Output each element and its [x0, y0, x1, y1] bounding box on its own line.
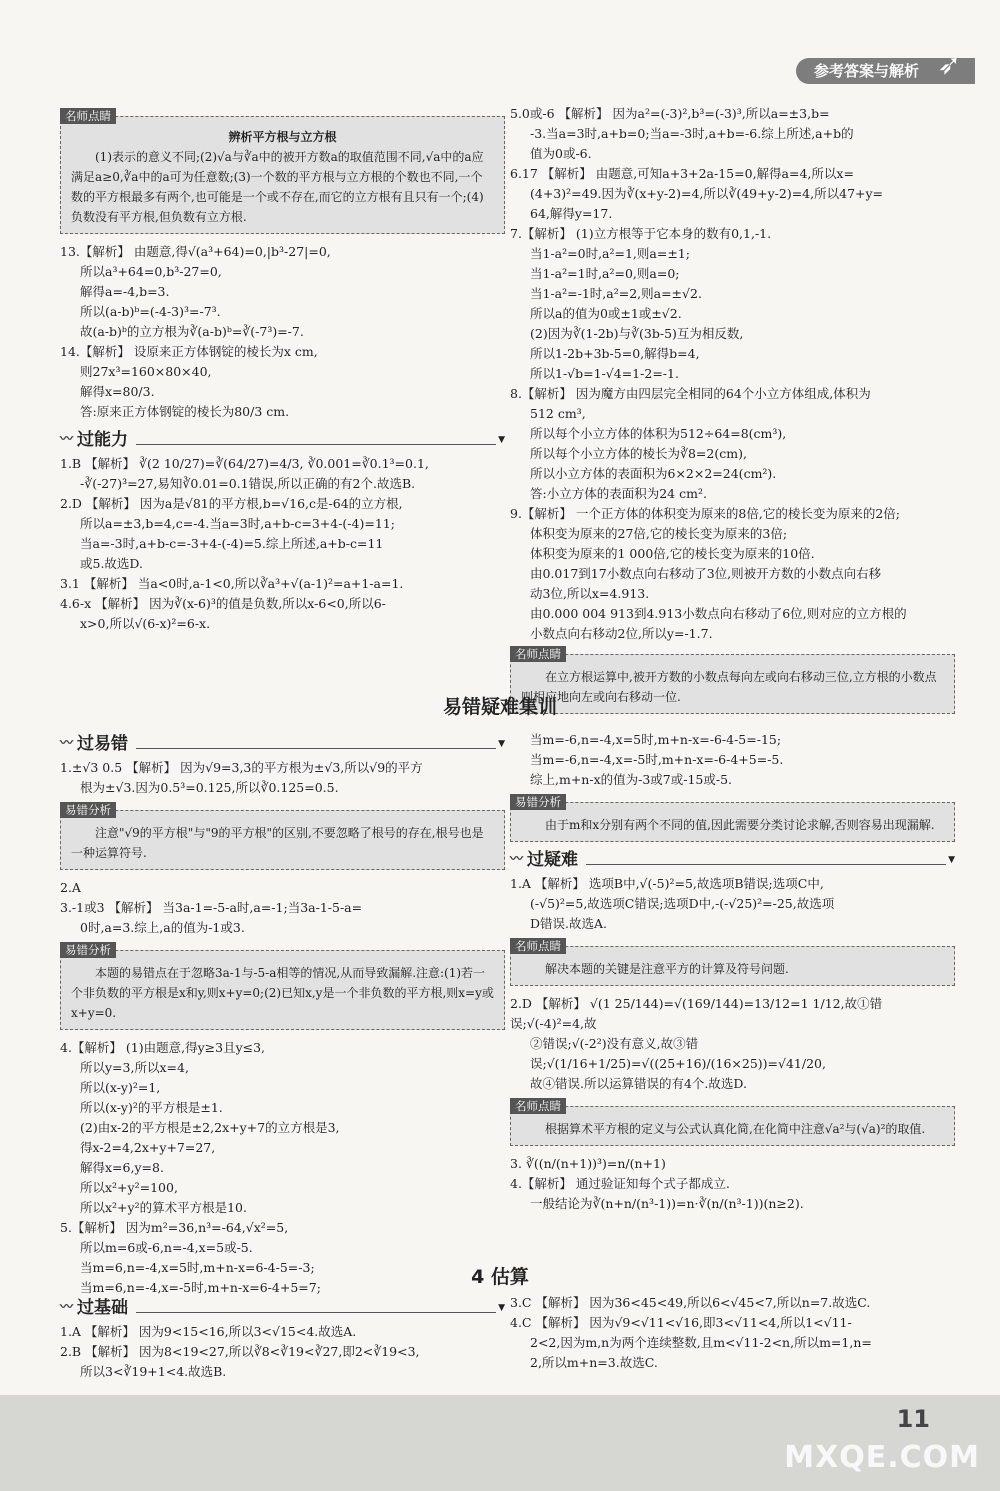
answer-line: (2)由x-2的平方根是±2,2x+y+7的立方根是3, — [80, 1120, 340, 1135]
box-text: 在立方根运算中,被开方数的小数点每向左或向右移动三位,立方根的小数点则相应地向左或向右移动一位. — [521, 670, 937, 704]
answer-line: 体积变为原来的27倍,它的棱长变为原来的3倍; — [530, 526, 788, 541]
answer-line: 3.1 【解析】 当a<0时,a-1<0,所以∛a³+√(a-1)²=a+1-a=1. — [60, 576, 404, 591]
section-title: 过基础 — [77, 1298, 129, 1318]
answer-line: 所以每个小立方体的棱长为∛8=2(cm), — [530, 446, 747, 461]
box-tag: 名师点睛 — [60, 108, 116, 124]
answer-line: D错误.故选A. — [530, 916, 607, 931]
answer-line: 所以1-√b=1-√4=1-2=-1. — [530, 366, 679, 381]
answer-line: 体积变为原来的1 000倍,它的棱长变为原来的10倍. — [530, 546, 815, 561]
box-text: 根据算术平方根的定义与公式认真化简,在化简中注意√a²与(√a)²的取值. — [545, 1122, 926, 1136]
answer-line: 2,所以m+n=3.故选C. — [530, 1355, 658, 1370]
wave-icon: 〰 — [60, 1300, 72, 1315]
answer-line: 1.±√3 0.5 【解析】 因为√9=3,3的平方根为±√3,所以√9的平方 — [60, 760, 423, 775]
triangle-icon: ▼ — [498, 435, 505, 445]
answer-line: 1.A 【解析】 选项B中,√(-5)²=5,故选项B错误;选项C中, — [510, 876, 824, 891]
tip-box — [510, 795, 955, 842]
answer-line: 14.【解析】 设原来正方体钢锭的棱长为x cm, — [60, 344, 318, 359]
answer-line: x>0,所以√(6-x)²=6-x. — [80, 616, 211, 631]
answer-list — [60, 242, 505, 422]
answer-line: 64,解得y=17. — [530, 206, 613, 221]
answer-line: 1.B 【解析】 ∛(2 10/27)=∛(64/27)=4/3, ∛0.001=∛0.1³=0.1, — [60, 456, 429, 471]
answer-line: 由0.017到17小数点向右移动了3位,则被开方数的小数点向右移 — [530, 566, 882, 581]
answer-line: 当m=6,n=-4,x=-5时,m+n-x=6-4+5=7; — [80, 1280, 321, 1295]
answer-line: 小数点向右移动2位,所以y=-1.7. — [530, 626, 713, 641]
answer-line: 综上,m+n-x的值为-3或7或-15或-5. — [530, 772, 733, 787]
section-heading — [60, 734, 505, 754]
answer-line: 解得a=-4,b=3. — [80, 284, 170, 299]
box-tag: 易错分析 — [510, 794, 566, 810]
answer-line: 2.D 【解析】 √(1 25/144)=√(169/144)=13/12=1 1/12,故①错误;√(-4)²=4,故 — [510, 996, 883, 1031]
section-title: 过疑难 — [527, 850, 579, 870]
answer-line: (4+3)²=49.因为∛(x+y-2)=4,所以∛(49+y-2)=4,所以47+y= — [530, 186, 884, 201]
answer-list — [60, 1038, 505, 1298]
answer-line: 2<2,因为m,n为两个连续整数,且m<√11-2<n,所以m=1,n= — [530, 1335, 872, 1350]
answer-line: 0时,a=3.综上,a的值为-1或3. — [80, 920, 245, 935]
box-tag: 名师点睛 — [510, 646, 566, 662]
answer-line: 则27x³=160×80×40, — [80, 364, 212, 379]
section-title-main: 4 估算 — [471, 1266, 529, 1288]
answer-line: -∛(-27)³=27,易知∛0.01=0.1错误,所以正确的有2个.故选B. — [80, 476, 416, 491]
right-column-upper — [510, 104, 955, 722]
watermark: MXQE.COM — [784, 1440, 980, 1475]
page-header — [796, 48, 975, 84]
answer-line: 8.【解析】 因为魔方由四层完全相同的64个小立方体组成,体积为 — [510, 386, 871, 401]
wave-icon: 〰 — [60, 432, 72, 447]
answer-line: 4.6-x 【解析】 因为∛(x-6)³的值是负数,所以x-6<0,所以6- — [60, 596, 386, 611]
answer-line: 5.【解析】 因为m²=36,n³=-64,√x²=5, — [60, 1220, 289, 1235]
answer-line: 所以m=6或-6,n=-4,x=5或-5. — [80, 1240, 253, 1255]
answer-line: 故(a-b)ᵇ的立方根为∛(a-b)ᵇ=∛(-7³)=-7. — [80, 324, 304, 339]
answer-line: 4.C 【解析】 因为√9<√11<√16,即3<√11<4,所以1<√11- — [510, 1315, 852, 1330]
answer-line: ②错误;√(-2²)没有意义,故③错误;√(1/16+1/25)=√((25+16)/(16×25))=√41/20, — [530, 1036, 826, 1071]
wave-icon: 〰 — [510, 852, 522, 867]
box-tag: 易错分析 — [60, 942, 116, 958]
answer-line: 解得x=80/3. — [80, 384, 155, 399]
triangle-icon: ▼ — [498, 1303, 505, 1313]
answer-line: 答:小立方体的表面积为24 cm². — [530, 486, 707, 501]
tip-box — [60, 109, 505, 234]
section-heading — [510, 850, 955, 870]
answer-line: 当m=-6,n=-4,x=-5时,m+n-x=-6-4+5=-5. — [530, 752, 784, 767]
answer-line: 所以a³+64=0,b³-27=0, — [80, 264, 222, 279]
section-title: 过能力 — [77, 430, 129, 450]
answer-line: 所以a=±3,b=4,c=-4.当a=3时,a+b-c=3+4-(-4)=11; — [80, 516, 395, 531]
answer-line: 所以(x-y)²=1, — [80, 1080, 161, 1095]
answer-line: 所以3<∛19+1<4.故选B. — [80, 1364, 227, 1379]
answer-line: 当1-a²=1时,a²=0,则a=0; — [530, 266, 680, 281]
answer-line: 9.【解析】 一个正方体的体积变为原来的8倍,它的棱长变为原来的2倍; — [510, 506, 900, 521]
section-heading — [60, 430, 505, 450]
answer-line: 2.B 【解析】 因为8<19<27,所以∛8<∛19<∛27,即2<∛19<3, — [60, 1344, 420, 1359]
answer-line: -3.当a=3时,a+b=0;当a=-3时,a+b=-6.综上所述,a+b的 — [530, 126, 854, 141]
answer-line: 4.【解析】 (1)由题意,得y≥3且y≤3, — [60, 1040, 266, 1055]
box-text: (1)表示的意义不同;(2)√a与∛a中的被开方数a的取值范围不同,√a中的a应满足a≥0,∛a中的a可为任意数;(3)一个数的平方根与立方根的个数也不同,一个数的平方根最多有两个,也可能是一个或不存在,而它的立方根有且只有一个;(4)负数没有平方根,但负数有立方根. — [71, 150, 484, 224]
box-tag: 名师点睛 — [510, 1098, 566, 1114]
answer-line: 3.C 【解析】 因为36<45<49,所以6<√45<7,所以n=7.故选C. — [510, 1295, 871, 1310]
left-column-upper — [60, 109, 505, 634]
header-title: 参考答案与解析 — [813, 62, 919, 80]
wave-icon: 〰 — [60, 736, 72, 751]
answer-line: 所以每个小立方体的体积为512÷64=8(cm³), — [530, 426, 787, 441]
answer-list — [60, 878, 505, 938]
answer-line: 5.0或-6 【解析】 因为a²=(-3)²,b³=(-3)³,所以a=±3,b= — [510, 106, 830, 121]
triangle-icon: ▼ — [498, 739, 505, 749]
answer-line: 所以小立方体的表面积为6×2×2=24(cm²). — [530, 466, 777, 481]
box-title: 辨析平方根与立方根 — [228, 130, 337, 144]
tip-box — [60, 943, 505, 1030]
answer-line: 当m=6,n=-4,x=5时,m+n-x=6-4-5=-3; — [80, 1260, 315, 1275]
answer-line: 3. ∛((n/(n+1))³)=n/(n+1) — [510, 1156, 666, 1171]
right-column-bottom — [510, 1293, 955, 1373]
answer-line: 由0.000 004 913到4.913小数点向右移动了6位,则对应的立方根的 — [530, 606, 907, 621]
box-text: 注意"√9的平方根"与"9的平方根"的区别,不要忽略了根号的存在,根号也是一种运算符号. — [71, 826, 484, 860]
answer-line: 当a=-3时,a+b-c=-3+4-(-4)=5.综上所述,a+b-c=11 — [80, 536, 384, 551]
box-text: 由于m和x分别有两个不同的值,因此需要分类讨论求解,否则容易出现漏解. — [545, 818, 935, 832]
answer-line: 所以x²+y²的算术平方根是10. — [80, 1200, 247, 1215]
answer-line: 13.【解析】 由题意,得√(a³+64)=0,|b³-27|=0, — [60, 244, 331, 259]
section-title: 过易错 — [77, 734, 129, 754]
answer-line: 7.【解析】 (1)立方根等于它本身的数有0,1,-1. — [510, 226, 772, 241]
answer-line: 2.D 【解析】 因为a是√81的平方根,b=√16,c是-64的立方根, — [60, 496, 403, 511]
answer-line: 所以a的值为0或±1或±√2. — [530, 306, 682, 321]
answer-line: 一般结论为∛(n+n/(n³-1))=n·∛(n/(n³-1))(n≥2). — [530, 1196, 804, 1211]
answer-list — [510, 104, 955, 644]
answer-line: 3.-1或3 【解析】 当3a-1=-5-a时,a=-1;当3a-1-5-a= — [60, 900, 363, 915]
answer-list — [510, 1154, 955, 1214]
answer-line: 所以x²+y²=100, — [80, 1180, 178, 1195]
answer-list — [60, 758, 505, 798]
answer-line: 当1-a²=-1时,a²=2,则a=±√2. — [530, 286, 702, 301]
right-column-middle — [510, 730, 955, 1214]
answer-line: 解得x=6,y=8. — [80, 1160, 164, 1175]
answer-line: 值为0或-6. — [530, 146, 592, 161]
answer-line: 所以(x-y)²的平方根是±1. — [80, 1100, 223, 1115]
box-tag: 名师点睛 — [510, 938, 566, 954]
answer-line: 答:原来正方体钢锭的棱长为80/3 cm. — [80, 404, 290, 419]
tip-box — [510, 939, 955, 986]
box-tag: 易错分析 — [60, 802, 116, 818]
answer-line: 所以y=3,所以x=4, — [80, 1060, 189, 1075]
answer-list — [60, 454, 505, 634]
answer-line: 1.A 【解析】 因为9<15<16,所以3<√15<4.故选A. — [60, 1324, 357, 1339]
answer-line: 2.A — [60, 880, 81, 895]
section-heading — [60, 1298, 505, 1318]
box-text: 本题的易错点在于忽略3a-1与-5-a相等的情况,从而导致漏解.注意:(1)若一个非负数的平方根是x和y,则x+y=0;(2)已知x,y是一个非负数的平方根,则x=y或x+y=0. — [71, 966, 494, 1020]
answer-line: 当m=-6,n=-4,x=5时,m+n-x=-6-4-5=-15; — [530, 732, 782, 747]
answer-line: 当1-a²=0时,a²=1,则a=±1; — [530, 246, 690, 261]
left-column-bottom — [60, 1290, 505, 1382]
section-title-main: 易错疑难集训 — [442, 696, 557, 718]
answer-line: (-√5)²=5,故选项C错误;选项D中,-(-√25)²=-25,故选项 — [530, 896, 835, 911]
answer-line: 所以1-2b+3b-5=0,解得b=4, — [530, 346, 700, 361]
answer-list — [510, 730, 955, 790]
answer-line: 4.【解析】 通过验证知每个式子都成立. — [510, 1176, 730, 1191]
answer-line: 所以(a-b)ᵇ=(-4-3)³=-7³. — [80, 304, 221, 319]
answer-line: 根为±√3.因为0.5³=0.125,所以∛0.125=0.5. — [80, 780, 339, 795]
answer-line: 动3位,所以x=4.913. — [530, 586, 650, 601]
box-text: 解决本题的关键是注意平方的计算及符号问题. — [545, 962, 789, 976]
triangle-icon: ▼ — [948, 855, 955, 865]
answer-line: 6.17 【解析】 由题意,可知a+3+2a-15=0,解得a=4,所以x= — [510, 166, 854, 181]
answer-line: (2)因为∛(1-2b)与∛(3b-5)互为相反数, — [530, 326, 744, 341]
answer-line: 或5.故选D. — [80, 556, 143, 571]
answer-line: 得x-2=4,2x+y+7=27, — [80, 1140, 216, 1155]
left-column-middle — [60, 726, 505, 1298]
page-number: 11 — [896, 1405, 930, 1433]
answer-list — [510, 994, 955, 1094]
tip-box — [60, 803, 505, 870]
answer-list — [510, 874, 955, 934]
answer-line: 故④错误.所以运算错误的有4个.故选D. — [530, 1076, 747, 1091]
rocket-icon: ➶ — [937, 48, 961, 81]
tip-box — [510, 1099, 955, 1146]
answer-list — [60, 1322, 505, 1382]
answer-line: 512 cm³, — [530, 406, 586, 421]
answer-list — [510, 1293, 955, 1373]
